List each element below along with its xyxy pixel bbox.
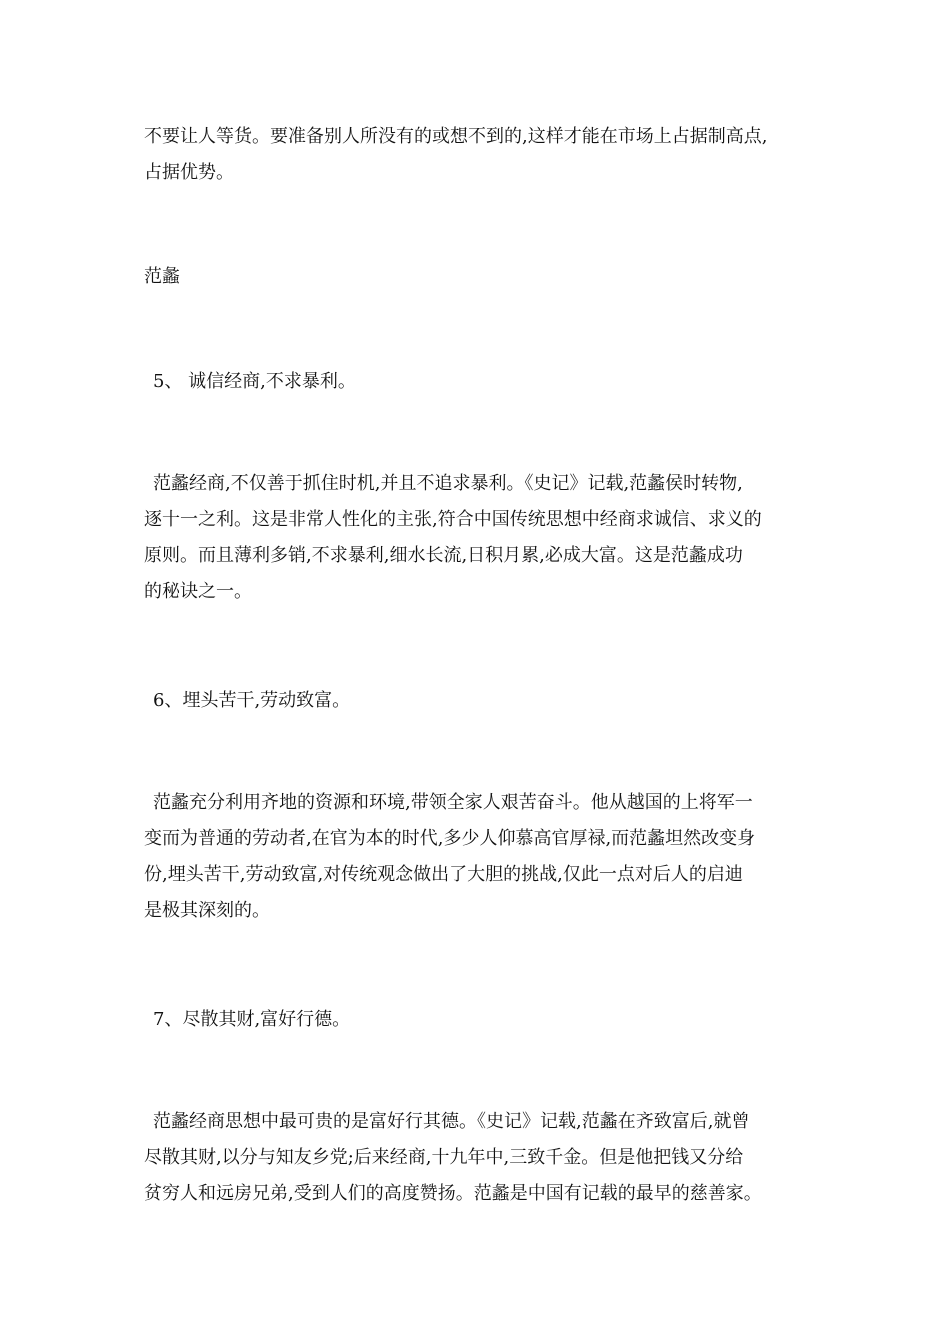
paragraph-line: 原则。而且薄利多销,不求暴利,细水长流,日积月累,必成大富。这是范蠡成功 (144, 545, 743, 566)
point-5-heading (144, 364, 816, 400)
point-6-paragraph (144, 785, 816, 929)
paragraph-line: 的秘诀之一。 (144, 581, 252, 602)
paragraph-line: 贫穷人和远房兄弟,受到人们的高度赞扬。范蠡是中国有记载的最早的慈善家。 (144, 1183, 762, 1204)
paragraph-line: 逐十一之利。这是非常人性化的主张,符合中国传统思想中经商求诚信、求义的 (144, 509, 762, 530)
paragraph-line: 范蠡充分利用齐地的资源和环境,带领全家人艰苦奋斗。他从越国的上将军一 (153, 792, 753, 813)
paragraph-line: 不要让人等货。要准备别人所没有的或想不到的,这样才能在市场上占据制高点, (144, 126, 768, 147)
point-heading-text: 7、尽散其财,富好行德。 (153, 1009, 351, 1030)
paragraph-line: 范蠡经商思想中最可贵的是富好行其德。《史记》记载,范蠡在齐致富后,就曾 (153, 1111, 750, 1132)
paragraph-line: 是极其深刻的。 (144, 900, 270, 921)
point-5-paragraph (144, 466, 816, 610)
point-6-heading (144, 683, 816, 719)
paragraph-line: 变而为普通的劳动者,在官为本的时代,多少人仰慕高官厚禄,而范蠡坦然改变身 (144, 828, 756, 849)
section-title-text: 范蠡 (144, 266, 180, 287)
point-heading-text: 6、埋头苦干,劳动致富。 (153, 690, 351, 711)
paragraph-line: 范蠡经商,不仅善于抓住时机,并且不追求暴利。《史记》记载,范蠡侯时转物, (153, 473, 743, 494)
intro-paragraph (144, 119, 816, 191)
paragraph-line: 占据优势。 (144, 162, 234, 183)
paragraph-line: 份,埋头苦干,劳动致富,对传统观念做出了大胆的挑战,仅此一点对后人的启迪 (144, 864, 743, 885)
point-heading-text: 5、 诚信经商,不求暴利。 (153, 371, 356, 392)
section-title (144, 259, 816, 295)
point-7-paragraph (144, 1104, 816, 1212)
paragraph-line: 尽散其财,以分与知友乡党;后来经商,十九年中,三致千金。但是他把钱又分给 (144, 1147, 744, 1168)
point-7-heading (144, 1002, 816, 1038)
